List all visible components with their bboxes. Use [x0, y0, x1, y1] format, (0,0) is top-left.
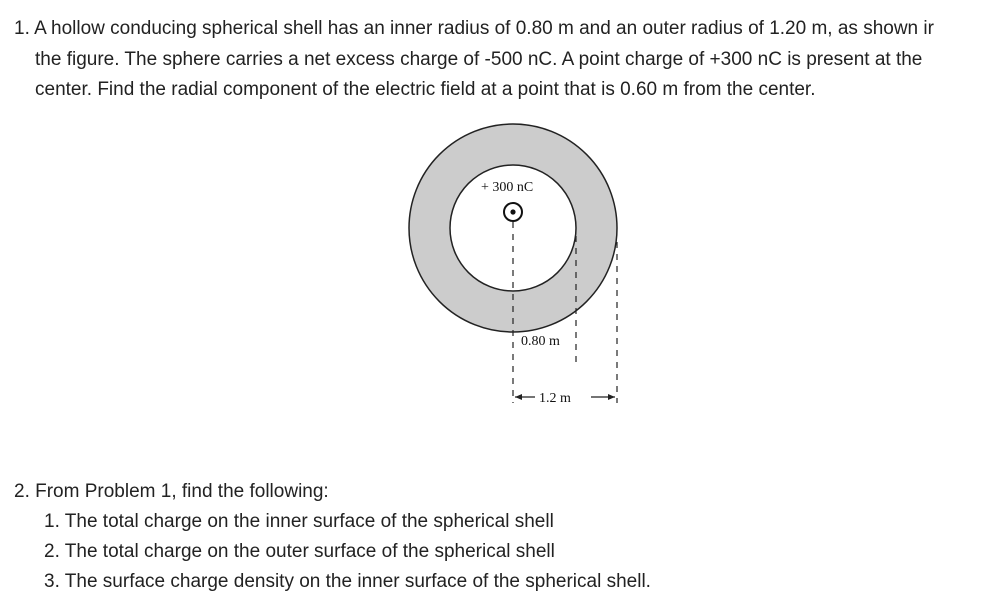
problem-2-text — [14, 477, 984, 597]
problem-1-line-1 — [14, 14, 984, 45]
right-arrowhead — [608, 394, 615, 400]
point-charge-dot — [510, 209, 515, 214]
spherical-shell-diagram — [405, 118, 635, 418]
problem-1-line-3: center. Find the radial component of the electric field at a point that is 0.60 m from the center. — [35, 79, 816, 100]
outer-radius-label: 1.2 m — [539, 391, 571, 406]
problem-2-item-1: 1. The total charge on the inner surface of the spherical shell — [44, 511, 554, 532]
problem-2-heading: 2. From Problem 1, find the following: — [14, 481, 329, 502]
problem-2-item-3: 3. The surface charge density on the inner surface of the spherical shell. — [44, 571, 651, 592]
spherical-shell-figure — [405, 118, 635, 418]
charge-label: + 300 nC — [481, 180, 534, 195]
problem-1-line-1-text: A hollow conducing spherical shell has an inner radius of 0.80 m and an outer radius of 1.20 m, as shown ir — [34, 18, 934, 39]
problem-1-line-2: the figure. The sphere carries a net excess charge of -500 nC. A point charge of +300 nC is present at the — [35, 48, 923, 70]
problem-1-text — [14, 14, 984, 106]
inner-radius-label: 0.80 m — [521, 334, 560, 349]
problem-2-item-2: 2. The total charge on the outer surface of the spherical shell — [44, 541, 555, 562]
left-arrowhead — [515, 394, 522, 400]
problem-1-number: 1. — [14, 18, 30, 39]
